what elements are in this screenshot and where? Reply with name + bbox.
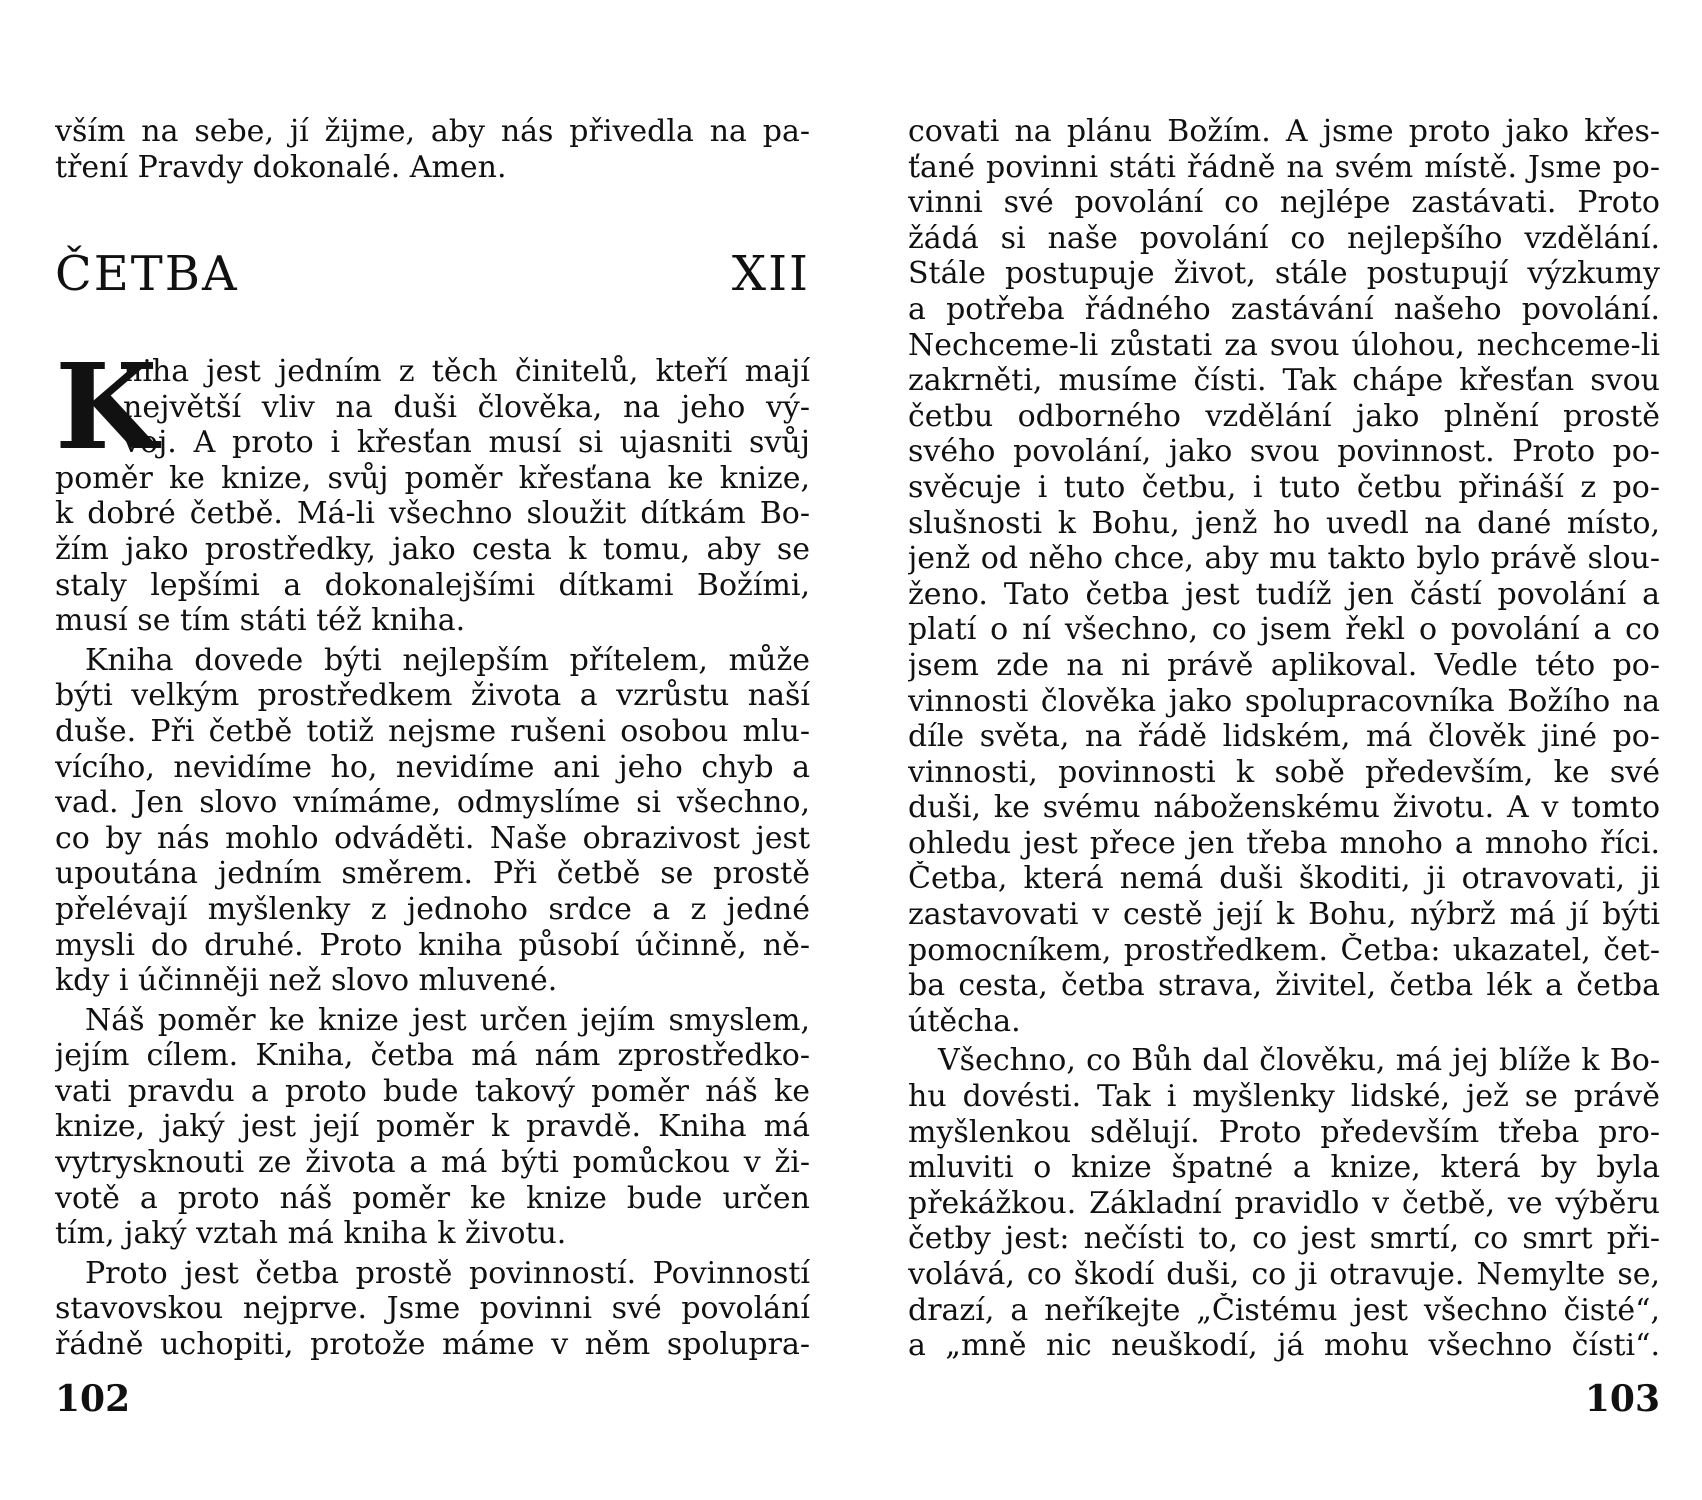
text-line: duši, ke svému náboženskému životu. A v tomto (908, 790, 1660, 826)
text-line: zakrněti, musíme čísti. Tak chápe křesťan svou (908, 363, 1660, 399)
text-line: Četba, která nemá duši škoditi, ji otravovati, ji (908, 861, 1660, 897)
text-line: vícího, nevidíme ho, nevidíme ani jeho chyb a (55, 749, 810, 785)
right-body-text (908, 114, 1660, 1364)
text-line: mluviti o knize špatné a knize, která by byla (908, 1150, 1660, 1186)
text-line: slušnosti k Bohu, jenž ho uvedl na dané místo, (908, 505, 1660, 541)
text-line: myšlenkou sdělují. Proto především třeba pro- (908, 1114, 1660, 1150)
text-line: jsem zde na ni právě aplikoval. Vedle této po- (908, 647, 1660, 683)
text-line: ba cesta, četba strava, živitel, četba lék a četba (908, 968, 1660, 1004)
text-line: řádně uchopiti, protože máme v něm spolupra- (55, 1327, 810, 1363)
left-body-text (55, 337, 810, 1363)
chapter-title: ČETBA (55, 246, 239, 302)
text-line: svého povolání, jako svou povinnost. Proto po- (908, 434, 1660, 470)
page-number: 103 (1584, 1378, 1660, 1420)
text-line: a „mně nic neuškodí, já mohu všechno čísti“. (908, 1328, 1660, 1364)
chapter-heading (55, 246, 810, 306)
text-line: ohledu jest přece jen třeba mnoho a mnoho říci. (908, 825, 1660, 861)
text-line: přelévají myšlenky z jednoho srdce a z jedné (55, 891, 810, 927)
text-line: vytrysknouti ze života a má býti pomůckou v ži- (55, 1145, 810, 1181)
text-line: tím, jaký vztah má kniha k životu. (55, 1216, 567, 1252)
text-line: vinni své povolání co nejlépe zastávati. Proto (908, 185, 1660, 221)
text-line: svěcuje i tuto četbu, i tuto četbu přináší z po- (908, 469, 1660, 505)
text-line: četby jest: nečísti to, co jest smrtí, co smrt při- (908, 1221, 1660, 1257)
text-line: zastavovati v cestě její k Bohu, nýbrž má jí býti (908, 897, 1660, 933)
text-line: vším na sebe, jí žijme, aby nás přivedla na pa- (55, 114, 810, 149)
text-line: největší vliv na duši člověka, na jeho vý- (123, 389, 810, 425)
text-line: platí o ní všechno, co jsem řekl o povolání a co (908, 612, 1660, 648)
text-line: co by nás mohlo odváděti. Naše obrazivost jest (55, 820, 810, 856)
text-line: votě a proto náš poměr ke knize bude určen (55, 1180, 810, 1216)
text-line: a potřeba řádného zastávání našeho povolání. (908, 291, 1660, 327)
text-line: kdy i účinněji než slovo mluvené. (55, 963, 558, 999)
text-line: díle světa, na řádě lidském, má člověk jiné po- (908, 719, 1660, 755)
text-line: mysli do druhé. Proto kniha působí účinně, ně- (55, 927, 810, 963)
text-line: upoutána jedním směrem. Při četbě se prostě (55, 856, 810, 892)
text-line: vati pravdu a proto bude takový poměr náš ke (55, 1073, 810, 1109)
text-line: ťané povinni státi řádně na svém místě. Jsme po- (908, 149, 1660, 185)
text-line: pomocníkem, prostředkem. Četba: ukazatel, čet- (908, 932, 1660, 968)
text-line: žím jako prostředky, jako cesta k tomu, aby se (55, 531, 810, 567)
text-line: Stále postupuje život, stále postupují výzkumy (908, 256, 1660, 292)
text-line: jenž od něho chce, aby mu takto bylo právě slou- (908, 541, 1660, 577)
text-line: býti velkým prostředkem života a vzrůstu naší (55, 678, 810, 714)
left-page (55, 0, 810, 1500)
text-line: útěcha. (908, 1003, 1021, 1039)
text-line: musí se tím státi též kniha. (55, 603, 466, 639)
text-line: vinnosti člověka jako spolupracovníka Božího na (908, 683, 1660, 719)
chapter-number: XII (731, 246, 810, 302)
page-number: 102 (55, 1378, 131, 1420)
text-line: k dobré četbě. Má-li všechno sloužit dítkám Bo- (55, 496, 810, 532)
carryover-text (55, 114, 810, 185)
text-line: četbu odborného vzdělání jako plnění prostě (908, 398, 1660, 434)
text-line: vinnosti, povinnosti k sobě především, ke své (908, 754, 1660, 790)
text-line: staly lepšími a dokonalejšími dítkami Božími, (55, 567, 810, 603)
text-line: tření Pravdy dokonalé. Amen. (55, 149, 507, 185)
text-line: volává, co škodí duši, co ji otravuje. Nemylte se, (908, 1257, 1660, 1292)
text-line: voj. A proto i křesťan musí si ujasniti svůj (123, 425, 810, 461)
text-line: Proto jest četba prostě povinností. Povinností (85, 1255, 810, 1291)
drop-cap: K (55, 337, 158, 476)
text-line: stavovskou nejprve. Jsme povinni své povolání (55, 1291, 810, 1327)
text-line: poměr ke knize, svůj poměr křesťana ke knize, (55, 460, 810, 496)
text-line: Náš poměr ke knize jest určen jejím smyslem, (85, 1002, 810, 1038)
text-line: duše. Při četbě totiž nejsme rušeni osobou mlu- (55, 713, 810, 749)
text-line: knize, jaký jest její poměr k pravdě. Kniha má (55, 1109, 810, 1145)
text-line: jejím cílem. Kniha, četba má nám zprostředko- (55, 1038, 810, 1074)
text-line: žádá si naše povolání co nejlepšího vzdělání. (908, 220, 1660, 256)
text-line: hu dovésti. Tak i myšlenky lidské, jež se právě (908, 1079, 1660, 1115)
text-line: překážkou. Základní pravidlo v četbě, ve výběru (908, 1185, 1660, 1221)
text-line: niha jest jedním z těch činitelů, kteří mají (123, 354, 810, 389)
text-line: ženo. Tato četba jest tudíž jen částí povolání a (908, 576, 1660, 612)
text-line: Nechceme-li zůstati za svou úlohou, nechceme-li (908, 327, 1660, 363)
text-line: vad. Jen slovo vnímáme, odmyslíme si všechno, (55, 785, 810, 821)
text-line: covati na plánu Božím. A jsme proto jako křes- (908, 114, 1660, 149)
text-line: Kniha dovede býti nejlepším přítelem, může (85, 642, 810, 678)
right-page (908, 0, 1660, 1500)
text-line: Všechno, co Bůh dal člověku, má jej blíže k Bo- (938, 1043, 1660, 1079)
text-line: drazí, a neříkejte „Čistému jest všechno čisté“, (908, 1292, 1660, 1328)
